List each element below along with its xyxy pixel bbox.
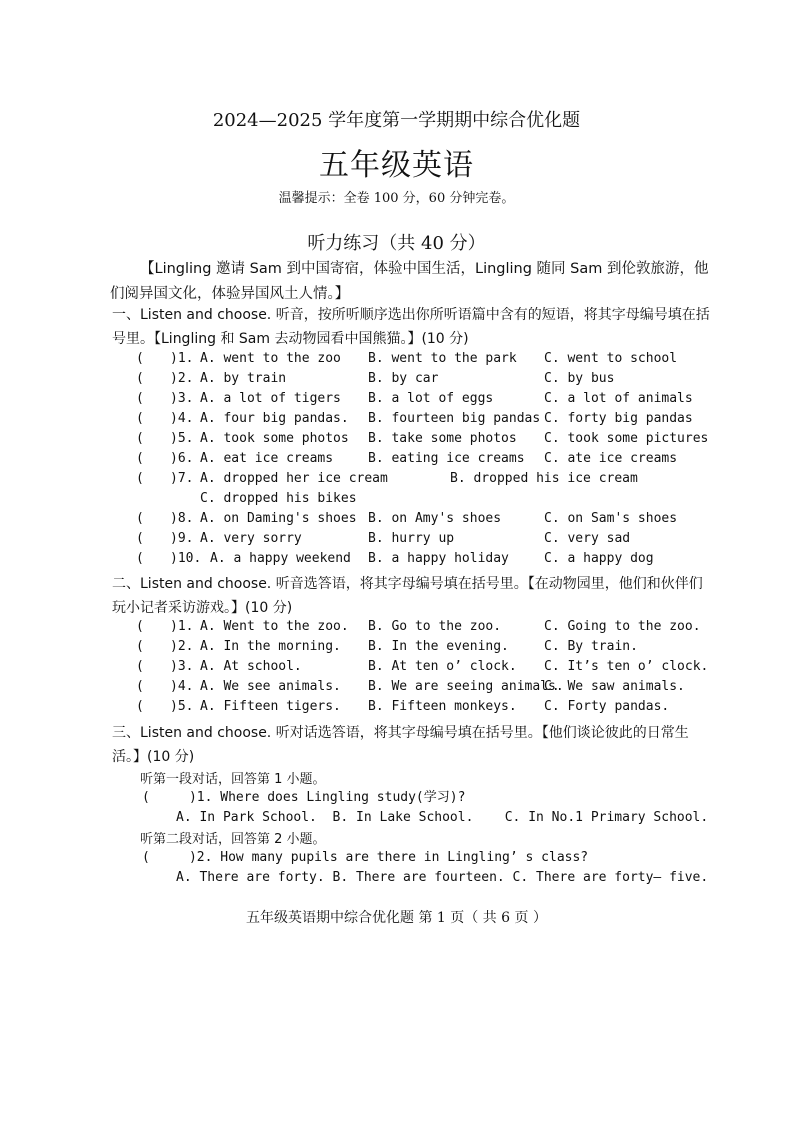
option-a: A. In the morning. [200, 639, 341, 654]
option-a: A. dropped her ice cream [200, 471, 388, 486]
option-b: B. Go to the zoo. [368, 619, 502, 634]
option-a: A. by train [200, 371, 287, 386]
option-b: B. a happy holiday [368, 551, 509, 566]
option-a: A. a lot of tigers [200, 391, 341, 406]
question-row [136, 349, 716, 369]
option-b: B. We are seeing animals. [368, 679, 564, 694]
question-number: )10. [170, 551, 202, 566]
question-number: )5. [170, 699, 194, 714]
option-c: C. By train. [544, 639, 638, 654]
question-row [136, 677, 716, 697]
question-number: )1. [170, 619, 194, 634]
option-c: C. went to school [544, 351, 678, 366]
question-row [136, 409, 716, 429]
option-a: A. At school. [200, 659, 302, 674]
answer-blank[interactable]: ( [136, 639, 144, 654]
answer-blank[interactable]: ( [136, 659, 144, 674]
answer-blank[interactable]: ( [136, 679, 144, 694]
option-a: A. a happy weekend [210, 551, 351, 566]
answer-blank[interactable]: ( [136, 371, 144, 386]
question-row [136, 369, 716, 389]
question-number: )6. [170, 451, 194, 466]
option-b: B. went to the park [368, 351, 517, 366]
option-c: C. on Sam's shoes [544, 511, 678, 526]
page-footer: 五年级英语期中综合优化题 第 1 页（ 共 6 页 ） [246, 910, 547, 926]
answer-blank[interactable]: ( [136, 451, 144, 466]
option-a: A. on Daming's shoes [200, 511, 357, 526]
option-b: B. At ten o’ clock. [368, 659, 517, 674]
answer-blank[interactable]: ( [136, 431, 144, 446]
option-c: C. a lot of animals [544, 391, 693, 406]
answer-blank[interactable]: ( [136, 511, 144, 526]
dialogue1-label: 听第一段对话，回答第 1 小题。 [140, 772, 326, 787]
listening-title: 听力练习（共 40 分） [307, 233, 486, 254]
question-row [136, 637, 716, 657]
answer-blank[interactable]: ( [136, 551, 144, 566]
section3-q1: ( )1. Where does Lingling study(学习)? [142, 790, 466, 805]
question-row [136, 469, 716, 506]
option-b: B. a lot of eggs [368, 391, 494, 406]
option-c: C. ate ice creams [544, 451, 678, 466]
option-b: B. fourteen big pandas [368, 411, 541, 426]
dialogue2-label: 听第二段对话，回答第 2 小题。 [140, 832, 326, 847]
option-b: B. eating ice creams [368, 451, 525, 466]
question-row [136, 389, 716, 409]
section3-q2-options: A. There are forty. B. There are fourteen. C. There are forty— five. [176, 870, 709, 885]
option-c: C. dropped his bikes [200, 491, 357, 506]
question-row [136, 617, 716, 637]
question-number: )2. [170, 371, 194, 386]
answer-blank[interactable]: ( [136, 699, 144, 714]
option-c: C. by bus [544, 371, 615, 386]
exam-main-title: 五年级英语 [319, 148, 474, 183]
answer-blank[interactable]: ( [136, 391, 144, 406]
answer-blank[interactable]: ( [136, 619, 144, 634]
option-c: C. very sad [544, 531, 631, 546]
exam-year-title: 2024—2025 学年度第一学期期中综合优化题 [212, 110, 581, 131]
question-row [136, 509, 716, 529]
question-number: )5. [170, 431, 194, 446]
option-c: C. It’s ten o’ clock. [544, 659, 709, 674]
question-number: )2. [170, 639, 194, 654]
option-c: C. Going to the zoo. [544, 619, 701, 634]
question-number: )1. [170, 351, 194, 366]
option-b: B. take some photos [368, 431, 517, 446]
option-a: A. We see animals. [200, 679, 341, 694]
question-row [136, 657, 716, 677]
section3-q2: ( )2. How many pupils are there in Lingling’ s class? [142, 850, 589, 865]
option-c: C. took some pictures [544, 431, 709, 446]
question-number: )8. [170, 511, 194, 526]
section3-q1-options: A. In Park School. B. In Lake School. C. In No.1 Primary School. [176, 810, 709, 825]
option-c: C. forty big pandas [544, 411, 693, 426]
scenario-intro: 【Lingling 邀请 Sam 到中国寄宿，体验中国生活，Lingling 随同 Sam 到伦敦旅游，他们阅异国文化，体验异国风土人情。】 [110, 261, 709, 302]
section3-heading: 三、Listen and choose. 听对话选答语，将其字母编号填在括号里。【他们谈论彼此的日常生活。】(10 分) [112, 725, 689, 765]
section2-heading: 二、Listen and choose. 听音选答语，将其字母编号填在括号里。【在动物园里，他们和伙伴们玩小记者采访游戏。】(10 分) [112, 576, 703, 616]
question-number: )4. [170, 411, 194, 426]
option-b: B. dropped his ice cream [450, 471, 638, 486]
question-row [136, 549, 716, 569]
question-row [136, 697, 716, 717]
exam-tip: 温馨提示：全卷 100 分，60 分钟完卷。 [278, 191, 515, 206]
option-a: A. went to the zoo [200, 351, 341, 366]
question-number: )3. [170, 659, 194, 674]
answer-blank[interactable]: ( [136, 531, 144, 546]
question-number: )9. [170, 531, 194, 546]
option-a: A. Fifteen tigers. [200, 699, 341, 714]
answer-blank[interactable]: ( [136, 471, 144, 486]
option-a: A. very sorry [200, 531, 302, 546]
section1-heading: 一、Listen and choose. 听音，按所听顺序选出你所听语篇中含有的短语，将其字母编号填在括号里。【Lingling 和 Sam 去动物园看中国熊猫。】(10 分) [112, 307, 710, 347]
option-a: A. took some photos [200, 431, 349, 446]
option-c: C. a happy dog [544, 551, 654, 566]
option-c: C. We saw animals. [544, 679, 685, 694]
option-b: B. hurry up [368, 531, 455, 546]
question-row [136, 529, 716, 549]
option-b: B. by car [368, 371, 439, 386]
question-row [136, 449, 716, 469]
option-c: C. Forty pandas. [544, 699, 670, 714]
answer-blank[interactable]: ( [136, 351, 144, 366]
question-row [136, 429, 716, 449]
question-number: )3. [170, 391, 194, 406]
option-a: A. four big pandas. [200, 411, 349, 426]
answer-blank[interactable]: ( [136, 411, 144, 426]
question-number: )7. [170, 471, 194, 486]
option-a: A. Went to the zoo. [200, 619, 349, 634]
option-b: B. In the evening. [368, 639, 509, 654]
option-a: A. eat ice creams [200, 451, 334, 466]
question-number: )4. [170, 679, 194, 694]
option-b: B. on Amy's shoes [368, 511, 502, 526]
option-b: B. Fifteen monkeys. [368, 699, 517, 714]
